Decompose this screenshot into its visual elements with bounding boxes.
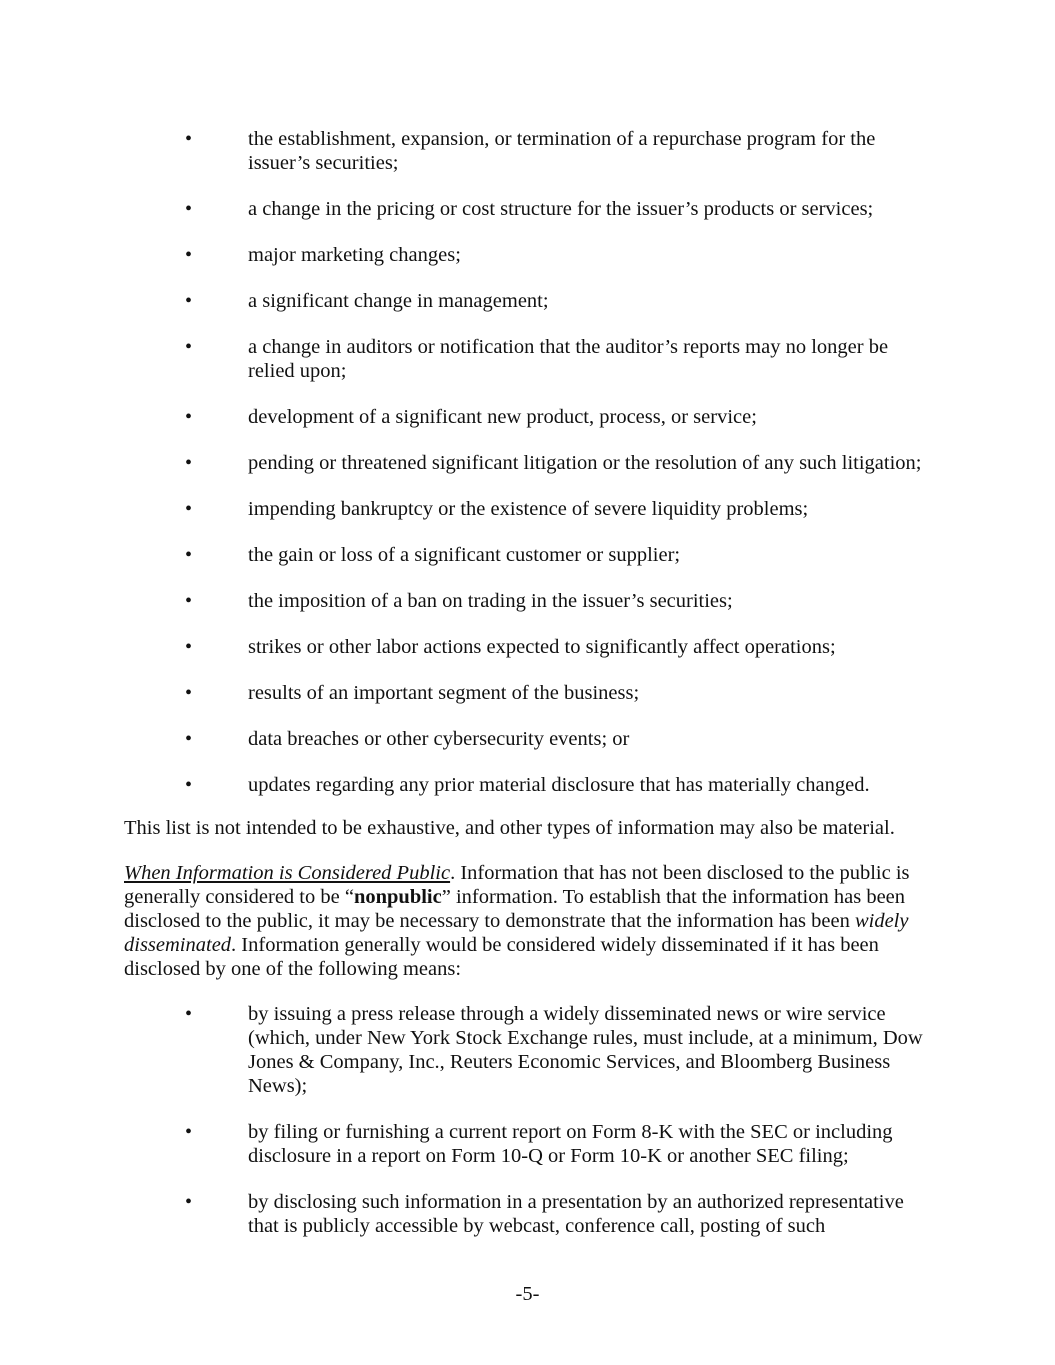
bullet-icon: • (185, 198, 193, 220)
bullet-icon: • (185, 452, 193, 474)
list-item-text: by issuing a press release through a widely disseminated news or wire service (which, under New York Stock Exchange rules, must include, at a minimum, Dow Jones & Company, Inc., Reuters Economic Services, and Bloomberg Business News); (248, 1003, 923, 1097)
list-item (0, 727, 1055, 751)
list-item-text: the gain or loss of a significant customer or supplier; (248, 544, 681, 566)
list-item (0, 681, 1055, 705)
list-item-text: data breaches or other cybersecurity events; or (248, 728, 630, 750)
list-item-text: the imposition of a ban on trading in the issuer’s securities; (248, 590, 733, 612)
list-item-text: a change in the pricing or cost structure for the issuer’s products or services; (248, 198, 874, 220)
list-item (0, 451, 1055, 475)
list-item (0, 497, 1055, 521)
list-item-text: by filing or furnishing a current report on Form 8-K with the SEC or including disclosure in a report on Form 10-Q or Form 10-K or another SEC filing; (248, 1121, 893, 1167)
list-item (0, 773, 1055, 797)
bullet-icon: • (185, 498, 193, 520)
bullet-icon: • (185, 1003, 193, 1025)
list-item (0, 635, 1055, 659)
list-item-text: pending or threatened significant litigation or the resolution of any such litigation; (248, 452, 922, 474)
list-item-text: a significant change in management; (248, 290, 549, 312)
list-item (0, 1002, 1055, 1098)
list-item (0, 589, 1055, 613)
list-item-text: updates regarding any prior material disclosure that has materially changed. (248, 774, 870, 796)
list-item-text: results of an important segment of the business; (248, 682, 640, 704)
list-item-text: development of a significant new product, process, or service; (248, 406, 757, 428)
bullet-icon: • (185, 544, 193, 566)
list-item (0, 405, 1055, 429)
list-item (0, 1190, 1055, 1238)
bullet-icon: • (185, 336, 193, 358)
list-item (0, 289, 1055, 313)
material-information-list (0, 127, 1055, 819)
list-item-text: major marketing changes; (248, 244, 461, 266)
bullet-icon: • (185, 774, 193, 796)
bullet-icon: • (185, 128, 193, 150)
bullet-icon: • (185, 1191, 193, 1213)
list-item (0, 127, 1055, 175)
list-item (0, 1120, 1055, 1168)
paragraph-text: . Information generally would be considered widely disseminated if it has been disclosed by one of the following means: (124, 934, 879, 980)
list-item-text: the establishment, expansion, or termination of a repurchase program for the issuer’s securities; (248, 128, 876, 174)
list-item-text: strikes or other labor actions expected to significantly affect operations; (248, 636, 836, 658)
bullet-icon: • (185, 636, 193, 658)
exhaustive-note: This list is not intended to be exhaustive, and other types of information may also be material. (124, 817, 895, 839)
italic-term: widely disseminated (124, 910, 909, 956)
paragraph-text: ” information. To establish that the information has been disclosed to the public, it may be necessary to demonstrate that the information has been (124, 886, 906, 932)
bullet-icon: • (185, 290, 193, 312)
list-item (0, 243, 1055, 267)
list-item (0, 543, 1055, 567)
list-item-text: a change in auditors or notification that the auditor’s reports may no longer be relied upon; (248, 336, 889, 382)
dissemination-means-list (0, 1002, 1055, 1260)
list-item (0, 197, 1055, 221)
list-item-text: by disclosing such information in a presentation by an authorized representative that is publicly accessible by webcast, conference call, posting of such (248, 1191, 904, 1237)
page-number: -5- (515, 1283, 540, 1305)
bullet-icon: • (185, 682, 193, 704)
bullet-icon: • (185, 406, 193, 428)
bullet-icon: • (185, 590, 193, 612)
bullet-icon: • (185, 728, 193, 750)
public-information-paragraph (124, 861, 924, 981)
bullet-icon: • (185, 1121, 193, 1143)
list-item-text: impending bankruptcy or the existence of severe liquidity problems; (248, 498, 809, 520)
bold-term: nonpublic (353, 886, 442, 908)
section-heading: When Information is Considered Public (124, 862, 451, 884)
bullet-icon: • (185, 244, 193, 266)
list-item (0, 335, 1055, 383)
paragraph-text: . Information that has not been disclosed to the public is generally considered to be “ (124, 862, 910, 908)
